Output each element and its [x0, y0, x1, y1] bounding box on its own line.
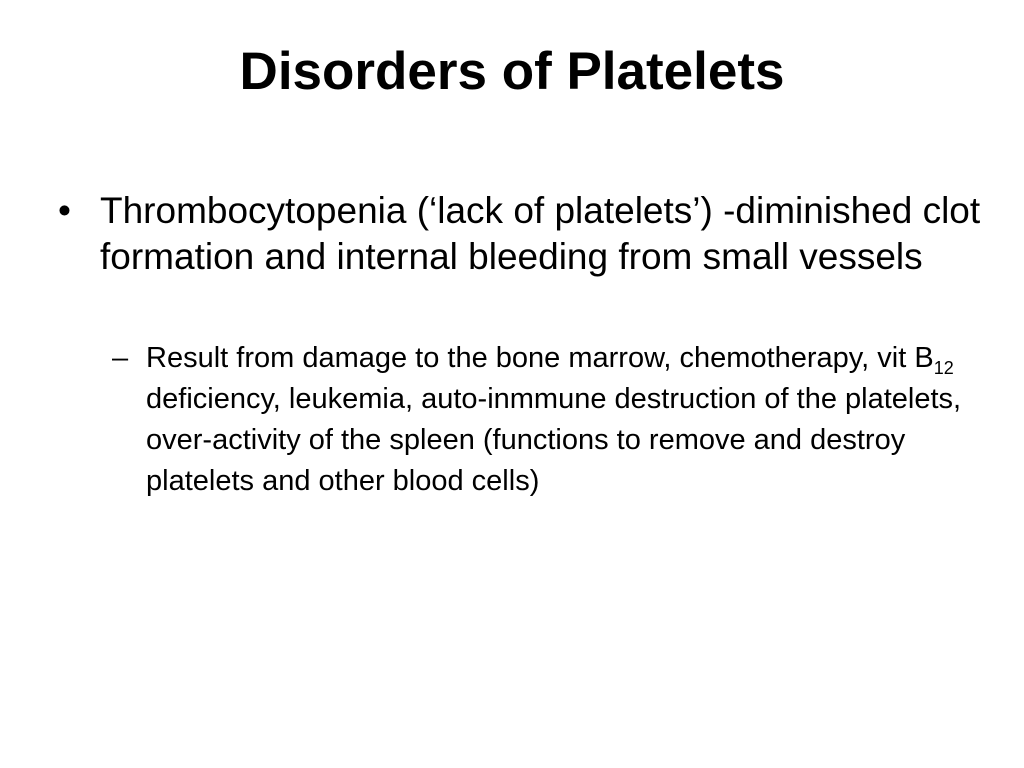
sub-bullet-text-before: Result from damage to the bone marrow, chemotherapy, vit B	[146, 342, 934, 374]
sub-bullet-item	[112, 338, 966, 502]
bullet-marker: •	[58, 190, 71, 231]
bullet-text: Thrombocytopenia (‘lack of platelets’) -diminished clot formation and internal bleeding from small vessels	[100, 190, 981, 277]
subscript-12: 12	[933, 358, 954, 378]
sub-bullet-marker: –	[112, 342, 129, 374]
sub-bullet-text-after: deficiency, leukemia, auto-inmmune destruction of the platelets, over-activity of the spleen (functions to remove and destroy platelets and other blood cells)	[146, 383, 962, 497]
slide-title: Disorders of Platelets	[239, 42, 785, 101]
bullet-item	[58, 188, 1000, 280]
